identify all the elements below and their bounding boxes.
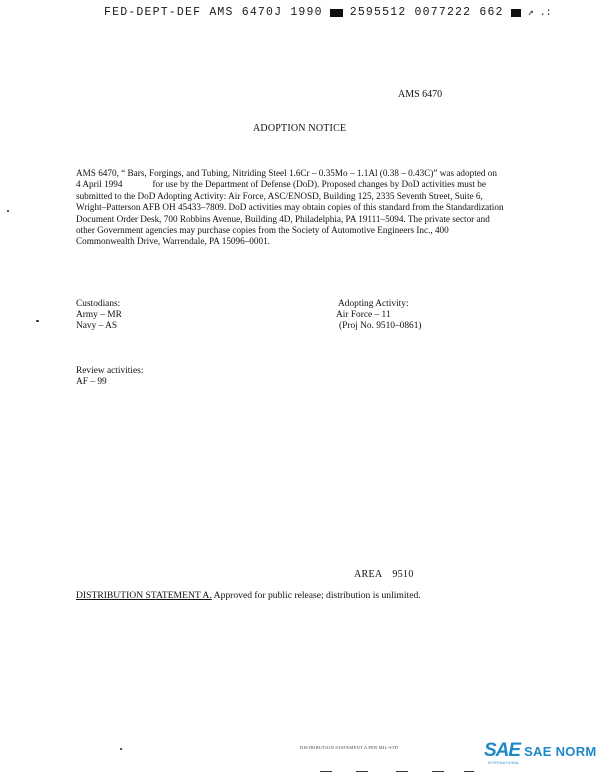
body-line-date: [76, 179, 520, 190]
area-label: AREA: [354, 569, 383, 580]
sae-norm-logo: [484, 740, 597, 762]
body-line: Document Order Desk, 700 Robbins Avenue, Building 4D, Philadelphia, PA 19111–5094. The private sector and: [76, 213, 490, 224]
adoption-date: 4 April 1994: [76, 179, 123, 190]
body-line: AMS 6470, “ Bars, Forgings, and Tubing, Nitriding Steel 1.6Cr – 0.35Mo – 1.1Al (0.38 – 0.43C)” was adopted on: [76, 168, 497, 178]
page-title: ADOPTION NOTICE: [253, 123, 347, 134]
area-code: [354, 569, 414, 580]
area-number: 9510: [392, 569, 414, 580]
body-line: Wright–Patterson AFB OH 45433–7809. DoD activities may obtain copies of this standard from the Standardization: [76, 202, 504, 213]
review-activity-item: AF – 99: [76, 377, 107, 387]
custodian-item: Army – MR: [76, 310, 122, 320]
body-line: other Government agencies may purchase copies from the Society of Automotive Engineers Inc., 400: [76, 225, 449, 236]
distribution-statement-text: Approved for public release; distribution is unlimited.: [213, 590, 421, 601]
custodian-item: Navy – AS: [76, 321, 118, 331]
scan-dash: [396, 771, 408, 772]
scan-dash: [356, 771, 368, 772]
scan-dash: [464, 771, 474, 772]
adopting-activity-label: Adopting Activity:: [338, 299, 409, 309]
scan-marks: ↗ .:: [527, 7, 552, 19]
adopting-activity-item: Air Force – 11: [336, 310, 391, 320]
sae-logo-text: SAE NORM: [524, 743, 597, 759]
custodians-label: Custodians:: [76, 299, 121, 309]
scan-speck: [36, 320, 39, 322]
project-number: (Proj No. 9510–0861): [339, 321, 422, 331]
redaction-block: [511, 9, 521, 17]
scan-speck: [7, 210, 9, 212]
scan-dash: [320, 771, 332, 772]
sae-logo-subtitle: INTERNATIONAL: [488, 761, 520, 765]
scan-dash: [432, 771, 444, 772]
body-line: submitted to the DoD Adopting Activity: Air Force, ASC/ENOSD, Building 125, 2335 Seventh Street, Suite 6,: [76, 190, 483, 201]
body-line: for use by the Department of Defense (DoD). Proposed changes by DoD activities must be: [152, 179, 486, 190]
body-line: Commonwealth Drive, Warrendale, PA 15096–0001.: [76, 236, 270, 247]
distribution-statement-label: DISTRIBUTION STATEMENT A.: [76, 590, 212, 601]
document-number: AMS 6470: [398, 89, 443, 100]
scan-speck: [120, 748, 122, 750]
scan-header: [104, 6, 552, 19]
review-activities-label: Review activities:: [76, 366, 144, 376]
body-paragraph: [76, 168, 520, 248]
sae-logo-icon: SAE: [484, 740, 521, 761]
footer-note: DISTRIBUTION STATEMENT A PER MIL-STD: [300, 745, 399, 750]
scan-header-right: 2595512 0077222 662: [349, 6, 504, 19]
distribution-statement: [76, 590, 421, 601]
redaction-block: [330, 9, 343, 17]
scan-header-left: FED-DEPT-DEF AMS 6470J 1990: [104, 6, 323, 19]
